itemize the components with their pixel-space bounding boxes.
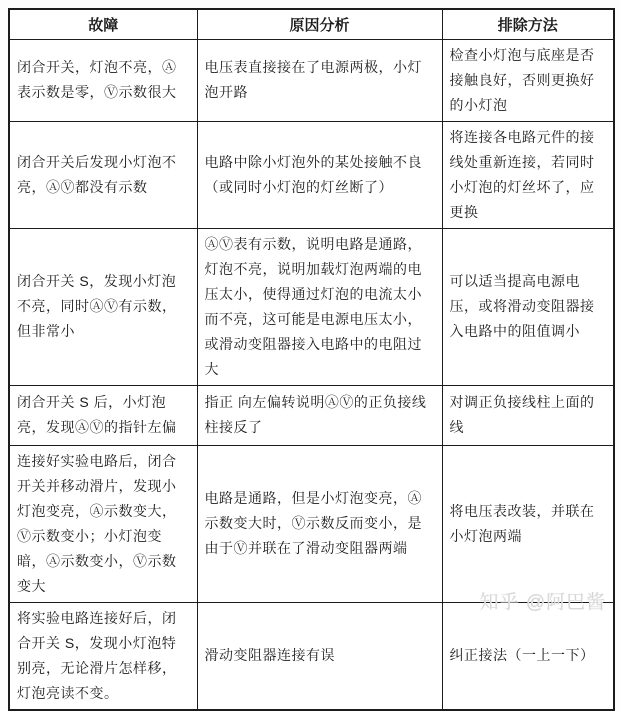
- fault-cell: 闭合开关，灯泡不亮，Ⓐ表示数是零，Ⓥ示数很大: [9, 39, 197, 121]
- cause-cell: 指正 向左偏转说明ⒶⓋ的正负接线柱接反了: [197, 385, 442, 445]
- table-row: [9, 385, 614, 445]
- table-row: [9, 445, 614, 602]
- cause-cell: 电路是通路，但是小灯泡变亮，Ⓐ示数变大时，Ⓥ示数反而变小，是由于Ⓥ并联在了滑动变阻器两端: [197, 445, 442, 602]
- fault-cell: 闭合开关 S，发现小灯泡不亮，同时ⒶⓋ有示数，但非常小: [9, 228, 197, 385]
- fault-cell: 闭合开关 S 后，小灯泡亮，发现ⒶⓋ的指针左偏: [9, 385, 197, 445]
- zhihu-watermark: 知乎 @阿巴酱: [479, 592, 606, 613]
- cause-cell: 电路中除小灯泡外的某处接触不良（或同时小灯泡的灯丝断了）: [197, 121, 442, 228]
- table-row: [9, 602, 614, 710]
- fault-cell: 闭合开关后发现小灯泡不亮，ⒶⓋ都没有示数: [9, 121, 197, 228]
- table-row: [9, 121, 614, 228]
- remedy-cell: 检查小灯泡与底座是否接触良好，否则更换好的小灯泡: [442, 39, 614, 121]
- fault-cell: 将实验电路连接好后，闭合开关 S，发现小灯泡特别亮，无论滑片怎样移，灯泡亮读不变。: [9, 602, 197, 710]
- remedy-cell: 可以适当提高电源电压，或将滑动变阻器接入电路中的阻值调小: [442, 228, 614, 385]
- header-cause: 原因分析: [197, 9, 442, 39]
- table-row: [9, 228, 614, 385]
- cause-cell: 电压表直接接在了电源两极，小灯泡开路: [197, 39, 442, 121]
- cause-cell: 滑动变阻器连接有误: [197, 602, 442, 710]
- remedy-cell: 对调正负接线柱上面的线: [442, 385, 614, 445]
- header-row: [9, 9, 614, 39]
- remedy-cell: 纠正接法（一上一下）: [442, 602, 614, 710]
- header-remedy: 排除方法: [442, 9, 614, 39]
- remedy-cell: 将电压表改装，并联在小灯泡两端: [442, 445, 614, 602]
- table-row: [9, 39, 614, 121]
- header-fault: 故障: [9, 9, 197, 39]
- fault-cell: 连接好实验电路后，闭合开关并移动滑片，发现小灯泡变亮，Ⓐ示数变大，Ⓥ示数变小；小灯泡变暗，Ⓐ示数变小，Ⓥ示数变大: [9, 445, 197, 602]
- cause-cell: ⒶⓋ表有示数，说明电路是通路，灯泡不亮，说明加载灯泡两端的电压太小，使得通过灯泡的电流太小而不亮，这可能是电源电压太小，或滑动变阻器接入电路中的电阻过大: [197, 228, 442, 385]
- remedy-cell: 将连接各电路元件的接线处重新连接，若同时小灯泡的灯丝坏了，应更换: [442, 121, 614, 228]
